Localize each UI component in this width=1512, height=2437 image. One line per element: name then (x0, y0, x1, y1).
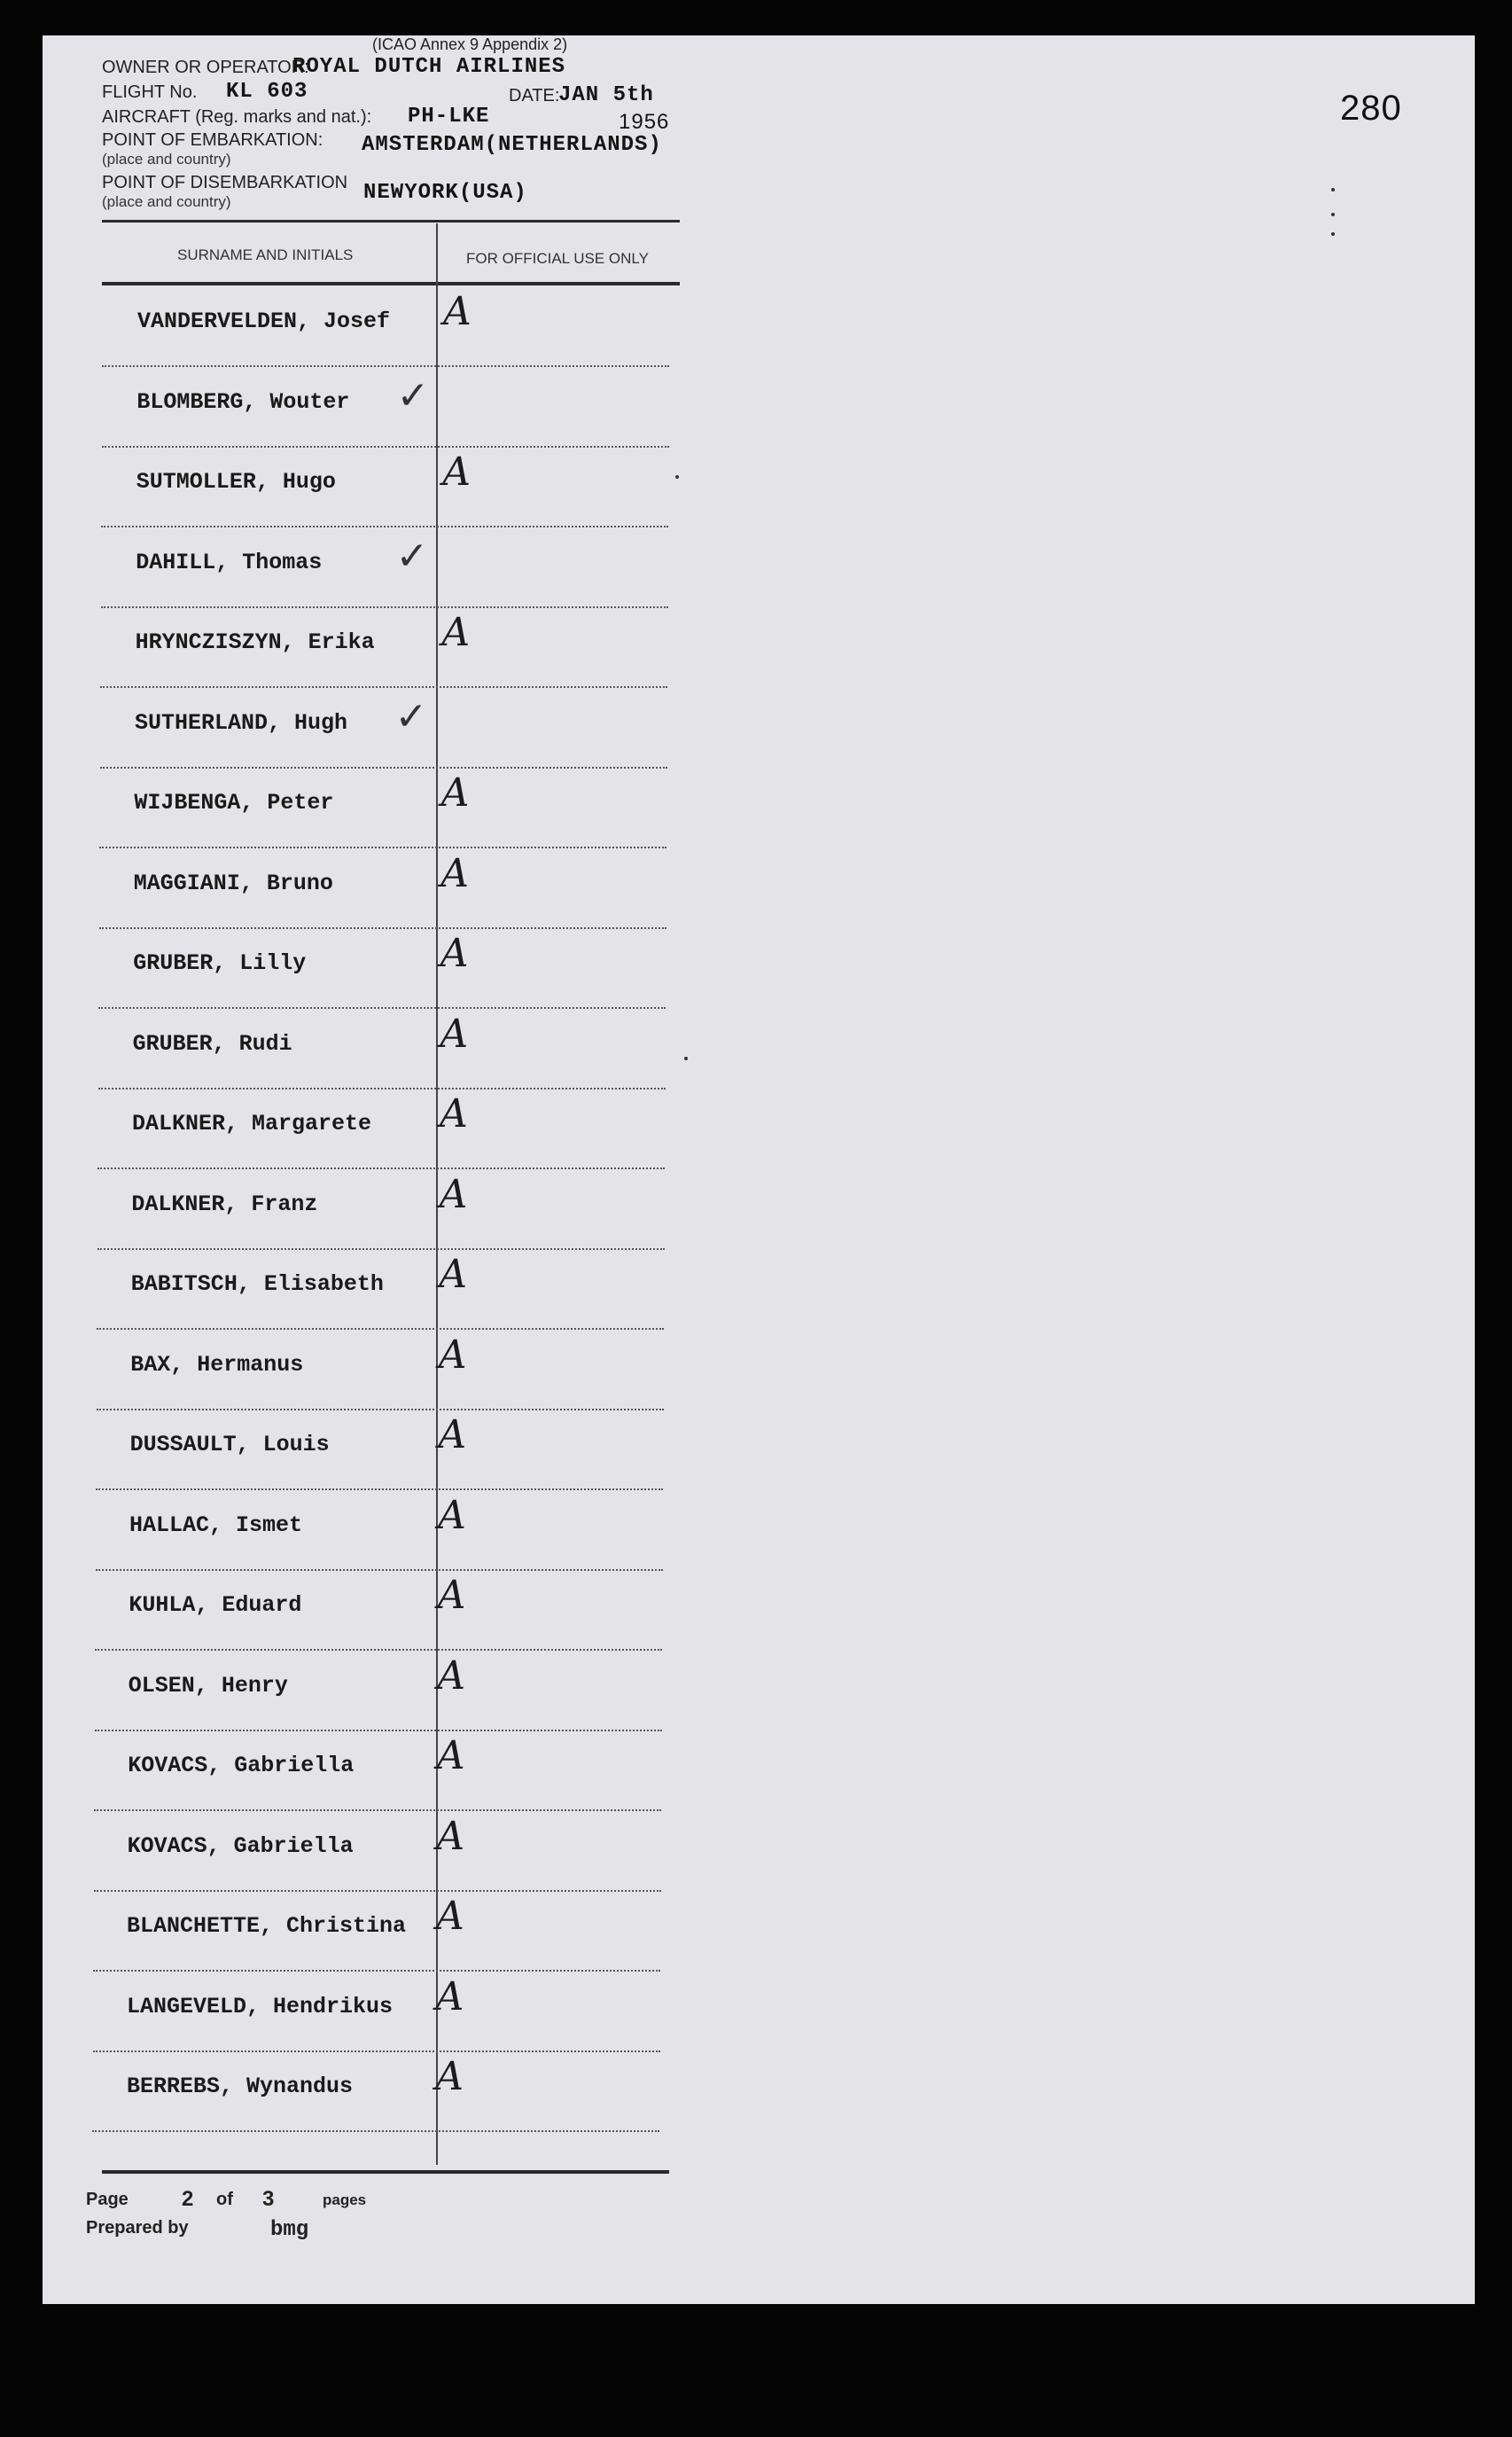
row-dotted-line (99, 927, 666, 929)
page-number: 280 (1340, 89, 1402, 128)
manifest-page (43, 35, 1475, 2304)
scan-border-top (0, 0, 1512, 35)
scan-border-right (1475, 0, 1512, 2437)
row-dotted-line (93, 1970, 660, 1972)
row-dotted-line (95, 1649, 662, 1651)
official-mark: A (435, 2054, 464, 2099)
list-bottom-rule (102, 2170, 669, 2174)
passenger-name: BLOMBERG, Wouter (136, 388, 350, 415)
prepared-by-value: bmg (270, 2218, 309, 2242)
row-dotted-line (98, 1088, 666, 1090)
checkmark-icon: ✓ (394, 693, 428, 739)
official-mark: A (437, 1652, 465, 1699)
row-dotted-line (96, 1569, 663, 1571)
annex-reference: (ICAO Annex 9 Appendix 2) (372, 35, 568, 53)
passenger-name: DALKNER, Franz (131, 1191, 318, 1217)
passenger-name: DUSSAULT, Louis (129, 1432, 330, 1457)
checkmark-icon: ✓ (396, 372, 430, 418)
official-mark: A (438, 1412, 467, 1457)
aircraft-value: PH-LKE (408, 105, 490, 129)
column-header-rule (102, 282, 680, 285)
passenger-name: KOVACS, Gabriella (127, 1832, 354, 1859)
row-dotted-line (101, 526, 668, 527)
passenger-name: KUHLA, Eduard (129, 1592, 302, 1618)
pages-label: pages (323, 2191, 367, 2208)
embarkation-value: AMSTERDAM(NETHERLANDS) (362, 133, 662, 157)
row-dotted-line (96, 1488, 663, 1490)
official-mark: A (440, 770, 470, 816)
page-current: 2 (182, 2187, 194, 2211)
passenger-name: BLANCHETTE, Christina (127, 1913, 407, 1939)
passenger-name: OLSEN, Henry (128, 1672, 288, 1699)
scan-speck (684, 1057, 688, 1060)
passenger-name: MAGGIANI, Bruno (133, 870, 333, 896)
column-header-official: FOR OFFICIAL USE ONLY (466, 250, 649, 267)
owner-value: ROYAL DUTCH AIRLINES (292, 55, 566, 79)
disembarkation-label: POINT OF DISEMBARKATION (102, 173, 348, 192)
row-dotted-line (102, 446, 669, 448)
row-dotted-line (94, 1809, 661, 1811)
passenger-name: LANGEVELD, Hendrikus (127, 1993, 394, 2019)
official-mark: A (440, 931, 469, 976)
official-mark: A (439, 1252, 467, 1297)
row-dotted-line (100, 686, 667, 688)
page-total: 3 (262, 2187, 275, 2211)
flight-label: FLIGHT No. (102, 82, 198, 102)
disembarkation-value: NEWYORK(USA) (363, 181, 527, 205)
passenger-name: DALKNER, Margarete (132, 1111, 372, 1136)
owner-label: OWNER OR OPERATOR: (102, 58, 309, 77)
passenger-name: KOVACS, Gabriella (128, 1753, 355, 1778)
scan-border-left (0, 0, 43, 2437)
row-dotted-line (97, 1248, 665, 1250)
row-dotted-line (93, 2050, 660, 2052)
row-dotted-line (102, 365, 669, 367)
prepared-by-label: Prepared by (86, 2218, 189, 2238)
row-dotted-line (97, 1168, 665, 1169)
row-dotted-line (100, 767, 667, 769)
date-label: DATE: (509, 86, 560, 105)
date-year: 1956 (619, 110, 670, 134)
official-mark: A (439, 1171, 468, 1217)
flight-value: KL 603 (226, 80, 308, 104)
official-mark: A (441, 610, 471, 655)
official-mark: A (443, 289, 472, 334)
checkmark-icon: ✓ (395, 533, 429, 579)
official-mark: A (440, 1011, 469, 1057)
passenger-name: VANDERVELDEN, Josef (137, 309, 391, 334)
header-rule (102, 220, 680, 223)
passenger-name: GRUBER, Lilly (133, 950, 307, 976)
row-dotted-line (97, 1409, 664, 1410)
row-dotted-line (99, 847, 666, 848)
scan-speck (675, 475, 679, 479)
embarkation-sublabel: (place and country) (102, 151, 231, 168)
passenger-name: BABITSCH, Elisabeth (130, 1271, 384, 1297)
official-mark: A (436, 1894, 464, 1939)
row-dotted-line (92, 2130, 659, 2132)
embarkation-label: POINT OF EMBARKATION: (102, 130, 323, 150)
row-dotted-line (94, 1890, 661, 1892)
official-mark: A (437, 1573, 466, 1618)
passenger-name: BERREBS, Wynandus (127, 2074, 354, 2099)
passenger-name: HRYNCZISZYN, Erika (135, 629, 375, 655)
row-dotted-line (101, 606, 668, 608)
scan-speck (1331, 188, 1335, 191)
official-mark: A (435, 1973, 464, 2019)
column-header-name: SURNAME AND INITIALS (177, 246, 354, 263)
row-dotted-line (97, 1328, 664, 1330)
official-mark: A (436, 1733, 465, 1778)
passenger-name: GRUBER, Rudi (132, 1030, 292, 1057)
scan-speck (1331, 213, 1335, 216)
official-mark: A (438, 1332, 467, 1378)
column-divider (436, 223, 438, 2165)
of-label: of (216, 2190, 233, 2209)
disembarkation-sublabel: (place and country) (102, 193, 231, 210)
date-value: JAN 5th (558, 83, 654, 107)
official-mark: A (438, 1492, 466, 1538)
aircraft-label: AIRCRAFT (Reg. marks and nat.): (102, 107, 372, 127)
scan-speck (1331, 232, 1335, 236)
passenger-name: HALLAC, Ismet (129, 1511, 303, 1538)
passenger-name: WIJBENGA, Peter (134, 790, 334, 816)
passenger-name: DAHILL, Thomas (136, 549, 323, 575)
passenger-name: BAX, Hermanus (130, 1351, 304, 1378)
page-label: Page (86, 2190, 129, 2209)
passenger-name: SUTHERLAND, Hugh (135, 709, 348, 736)
official-mark: A (440, 850, 469, 896)
passenger-name: SUTMOLLER, Hugo (136, 469, 336, 495)
scan-border-bottom (0, 2304, 1512, 2437)
official-mark: A (440, 1091, 468, 1136)
row-dotted-line (98, 1007, 666, 1009)
official-mark: A (436, 1813, 465, 1859)
official-mark: A (442, 449, 471, 495)
row-dotted-line (95, 1730, 662, 1731)
